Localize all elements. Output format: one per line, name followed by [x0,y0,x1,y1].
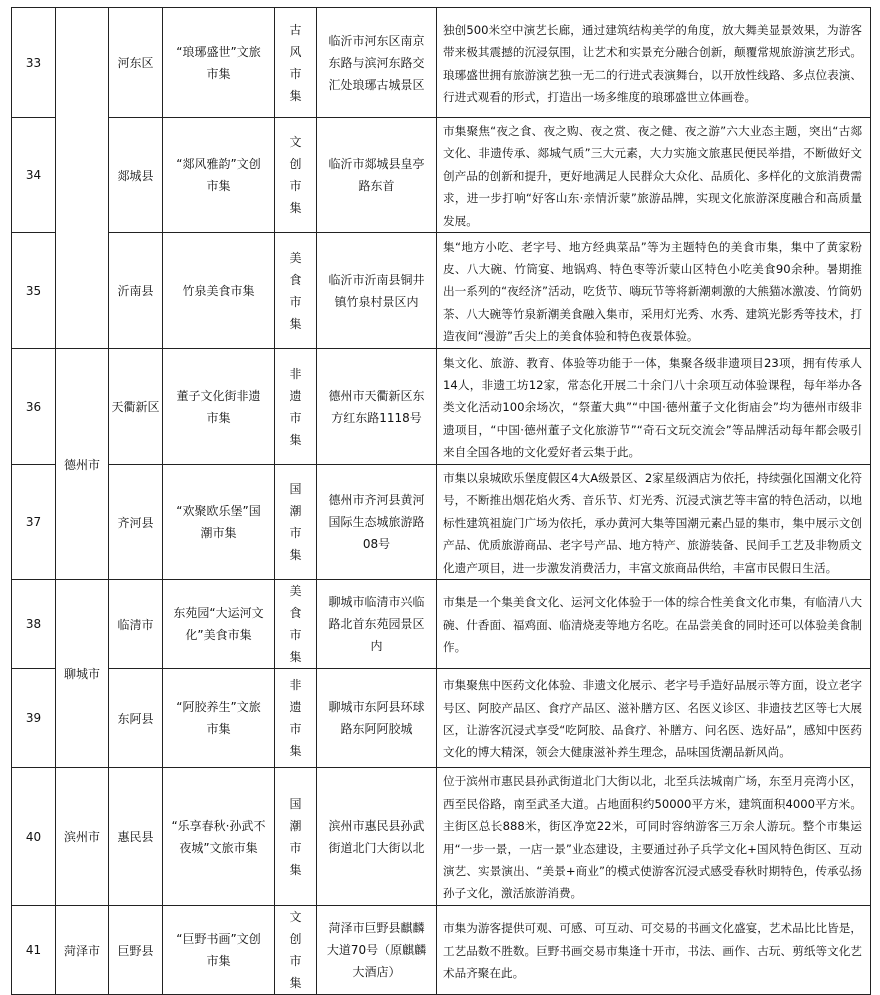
city-cell: 德州市 [56,349,109,580]
market-address: 德州市齐河县黄河国际生态城旅游路08号 [317,465,437,580]
market-type: 古风市集 [275,8,317,118]
table-row [12,768,871,906]
market-address: 临沂市郯城县皇亭路东首 [317,118,437,233]
market-description [437,906,871,995]
market-address: 德州市天衢新区东方红东路1118号 [317,349,437,465]
market-name: “乐享春秋·孙武不夜城”文旅市集 [163,768,275,906]
table-row [12,669,871,768]
market-address: 菏泽市巨野县麒麟大道70号（原麒麟大酒店） [317,906,437,995]
market-address: 滨州市惠民县孙武街道北门大街以北 [317,768,437,906]
county-cell: 东阿县 [109,669,163,768]
row-number: 36 [12,349,56,465]
county-cell: 齐河县 [109,465,163,580]
city-cell [56,8,109,349]
county-cell: 天衢新区 [109,349,163,465]
table-row [12,465,871,580]
market-description [437,8,871,118]
market-description [437,233,871,349]
description-text: 集文化、旅游、教育、体验等功能于一体，集聚各级非遗项目23项，拥有传承人14人，非遗工坊12家，常态化开展二十余门八十余项互动体验课程，每年举办各类文化活动100余场次，“祭董大典”“中国·德州董子文化街庙会”均为德州市级非遗项目，“中国·德州董子文化旅游节”“奇石文玩交流会”等品牌活动每年都会吸引来自全国各地的文化爱好者云集于此。 [443,355,862,460]
market-name: “郯风雅韵”文创市集 [163,118,275,233]
description-text: 市集聚焦中医药文化体验、非遗文化展示、老字号手造好品展示等方面，设立老字号区、阿胶产品区、食疗产品区、滋补膳方区、名医义诊区、非遗技艺区等七大展区，让游客沉浸式享受“吃阿胶、品食疗、补膳方、问名医、选好品”，感知中医药文化的博大精深，领会大健康滋补养生理念，品味国货潮品新风尚。 [443,678,862,760]
market-description [437,580,871,669]
market-name: 竹泉美食市集 [163,233,275,349]
description-text: 市集为游客提供可观、可感、可互动、可交易的书画文化盛宴，艺术品比比皆是，工艺品数不胜数。巨野书画交易市集逢十开市，书法、画作、古玩、剪纸等文化艺术品齐聚在此。 [443,921,862,981]
table-row [12,233,871,349]
city-cell: 聊城市 [56,580,109,768]
market-description [437,465,871,580]
description-text: 位于滨州市惠民县孙武街道北门大街以北，北至兵法城南广场，东至月亮湾小区，西至民俗路，南至武圣大道。占地面积约50000平方米，建筑面积4000平方米。主街区总长888米，街区净宽22米，可同时容纳游客三万余人游玩。整个市集运用“一步一景，一店一景”业态建设，主要通过孙子兵学文化+国风特色街区、互动演艺、实景演出、“美景+商业”的模式使游客沉浸式感受春秋时期特色，传承弘扬孙子文化，激活旅游消费。 [443,774,862,901]
market-address: 临沂市沂南县铜井镇竹泉村景区内 [317,233,437,349]
market-description [437,669,871,768]
market-address: 临沂市河东区南京东路与滨河东路交汇处琅琊古城景区 [317,8,437,118]
table-row [12,906,871,995]
county-cell: 巨野县 [109,906,163,995]
description-text: 市集是一个集美食文化、运河文化体验于一体的综合性美食文化市集，有临清八大碗、什香面、福鸡面、临清烧麦等地方名吃。在品尝美食的同时还可以体验美食制作。 [443,595,862,655]
row-number: 34 [12,118,56,233]
market-type: 国潮市集 [275,465,317,580]
market-address: 聊城市东阿县环球路东阿阿胶城 [317,669,437,768]
table-row [12,118,871,233]
row-number: 33 [12,8,56,118]
market-address: 聊城市临清市兴临路北首东苑园景区内 [317,580,437,669]
market-type: 美食市集 [275,233,317,349]
market-name: “琅琊盛世”文旅市集 [163,8,275,118]
description-text: 市集以泉城欧乐堡度假区4大A级景区、2家星级酒店为依托，持续强化国潮文化符号，不断推出烟花焰火秀、音乐节、灯光秀、沉浸式演艺等丰富的特色活动，以地标性建筑祖旋门广场为依托，承办黄河大集等国潮元素凸显的集市，集中展示文创产品、优质旅游商品、老字号产品、地方特产、旅游装备、民间手工艺及非物质文化遗产项目，进一步激发消费活力，丰富文旅商品供给，丰富市民假日生活。 [443,471,862,575]
city-cell: 滨州市 [56,768,109,906]
description-text: 集“地方小吃、老字号、地方经典菜品”等为主题特色的美食市集，集中了黄家粉皮、八大碗、竹筒宴、地锅鸡、特色枣等沂蒙山区特色小吃美食90余种。暑期推出一系列的“夜经济”活动，吃货节、嗨玩节等将新潮刺激的大熊猫冰激凌、竹筒奶茶、八大碗等竹泉新潮美食融入集市，采用灯光秀、水秀、建筑光影秀等技术，打造夜间“漫游”舌尖上的美食体验和特色夜景体验。 [443,239,862,344]
row-number: 35 [12,233,56,349]
county-cell: 郯城县 [109,118,163,233]
market-description [437,349,871,465]
description-text: 独创500米空中演艺长廊，通过建筑结构美学的角度，放大舞美显景效果，为游客带来极其震撼的沉浸氛围，让艺术和实景充分融合创新，颠覆常规旅游演艺形式。琅琊盛世拥有旅游演艺独一无二的行进式表演舞台，以开放性线路、多点位表演、行进式观看的形式，打造出一场多维度的琅琊盛世立体画卷。 [443,22,862,104]
row-number: 40 [12,768,56,906]
row-number: 37 [12,465,56,580]
market-type: 美食市集 [275,580,317,669]
market-type: 国潮市集 [275,768,317,906]
table-row [12,349,871,465]
market-name: 东苑园“大运河文化”美食市集 [163,580,275,669]
market-description [437,768,871,906]
market-name: “阿胶养生”文旅市集 [163,669,275,768]
county-cell: 沂南县 [109,233,163,349]
county-cell: 临清市 [109,580,163,669]
row-number: 38 [12,580,56,669]
market-type: 文创市集 [275,118,317,233]
market-type: 文创市集 [275,906,317,995]
row-number: 39 [12,669,56,768]
market-table [11,7,871,995]
market-name: “巨野书画”文创市集 [163,906,275,995]
city-cell: 菏泽市 [56,906,109,995]
description-text: 市集聚焦“夜之食、夜之购、夜之赏、夜之健、夜之游”六大业态主题，突出“古郯文化、非遗传承、郯城气质”三大元素，大力实施文旅惠民便民举措，不断做好文创产品的创新和提升，更好地满足人民群众大众化、品质化、多样化的文旅消费需求，进一步打响“好客山东·亲情沂蒙”旅游品牌，实现文化旅游深度融合和高质量发展。 [443,124,862,228]
table-row [12,8,871,118]
market-name: 董子文化街非遗市集 [163,349,275,465]
county-cell: 惠民县 [109,768,163,906]
county-cell: 河东区 [109,8,163,118]
market-type: 非遗市集 [275,669,317,768]
market-type: 非遗市集 [275,349,317,465]
row-number: 41 [12,906,56,995]
table-row [12,580,871,669]
market-name: “欢聚欧乐堡”国潮市集 [163,465,275,580]
market-description [437,118,871,233]
